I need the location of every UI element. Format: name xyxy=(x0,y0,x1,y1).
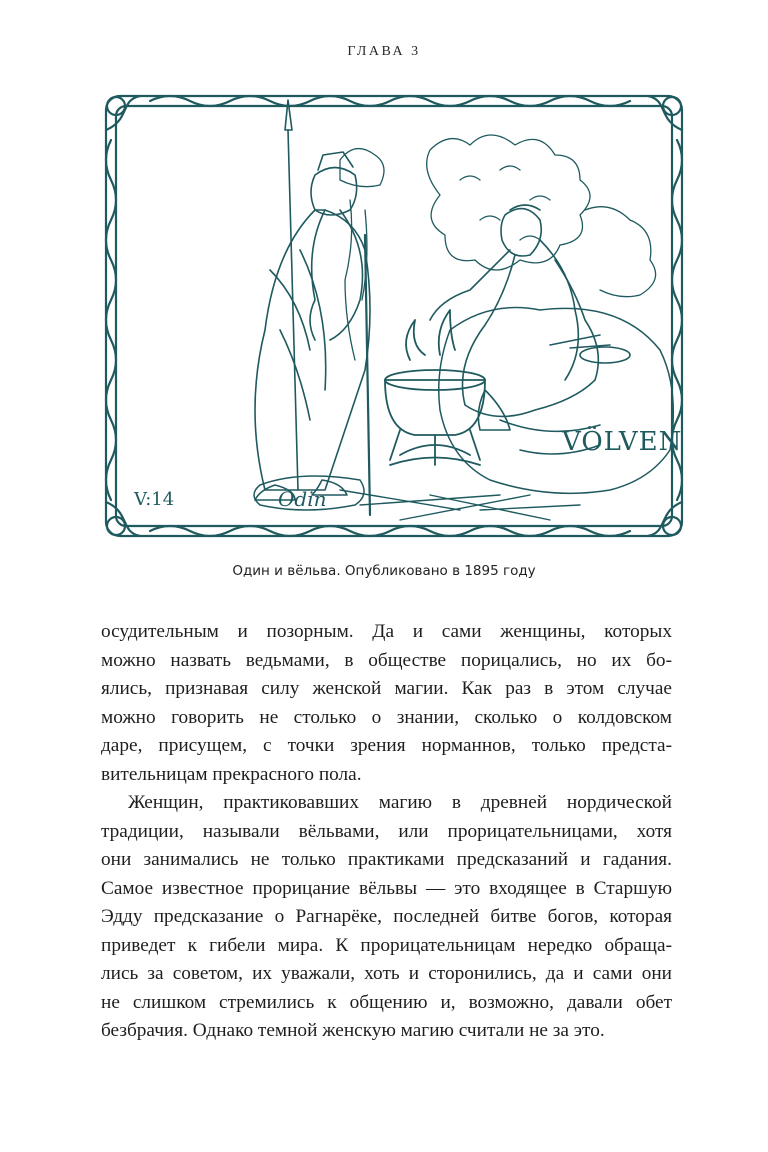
odin-figure xyxy=(255,100,370,500)
text-line: ялись, признавая силу женской магии. Как раз в этом случае xyxy=(101,678,672,699)
odin-label: Odin xyxy=(278,487,327,511)
odin-and-volva-illustration xyxy=(100,90,688,542)
volva-figure xyxy=(430,205,630,430)
running-head: ГЛАВА 3 xyxy=(347,44,421,59)
volven-label: VÖLVEN xyxy=(562,427,683,457)
text-line: Эдду предсказание о Рагнарёке, последней битве богов, которая xyxy=(101,906,672,927)
text-line: Женщин, практиковавших магию в древней нордической xyxy=(128,792,672,813)
text-line: традиции, называли вёльвами, или прорицательницами, хотя xyxy=(101,820,672,842)
text-line: лись за советом, их уважали, хоть и сторонились, да и сами они xyxy=(101,963,672,984)
paragraph xyxy=(101,789,672,1046)
cauldron xyxy=(385,310,485,465)
text-line: можно говорить не столько о знании, сколько о колдовском xyxy=(101,706,672,728)
text-line: безбрачия. Однако темной женскую магию считали не за это. xyxy=(101,1020,605,1041)
rock xyxy=(439,308,674,494)
text-line: не слишком стремились к общению и, возможно, давали обет xyxy=(101,991,672,1013)
text-line: они занимались не только практиками предсказаний и гадания. xyxy=(101,849,672,870)
figure-caption: Один и вёльва. Опубликовано в 1895 году xyxy=(232,563,536,579)
text-line: приведет к гибели мира. К прорицательницам нередко обраща- xyxy=(101,934,672,956)
knotwork-border xyxy=(106,96,682,536)
text-line: осудительным и позорным. Да и сами женщины, которых xyxy=(101,621,672,642)
text-line: даре, присущем, с точки зрения норманнов, только предста- xyxy=(101,735,672,756)
text-line: Самое известное прорицание вёльвы — это входящее в Старшую xyxy=(101,877,672,899)
paragraph xyxy=(101,618,672,789)
firewood xyxy=(340,490,580,520)
plate-number-label: V:14 xyxy=(134,489,175,510)
foliage xyxy=(340,135,656,360)
body-text xyxy=(101,618,672,1046)
text-line: можно назвать ведьмами, в обществе порицались, но их бо- xyxy=(101,649,672,671)
text-line: вительницам прекрасного пола. xyxy=(101,763,362,785)
